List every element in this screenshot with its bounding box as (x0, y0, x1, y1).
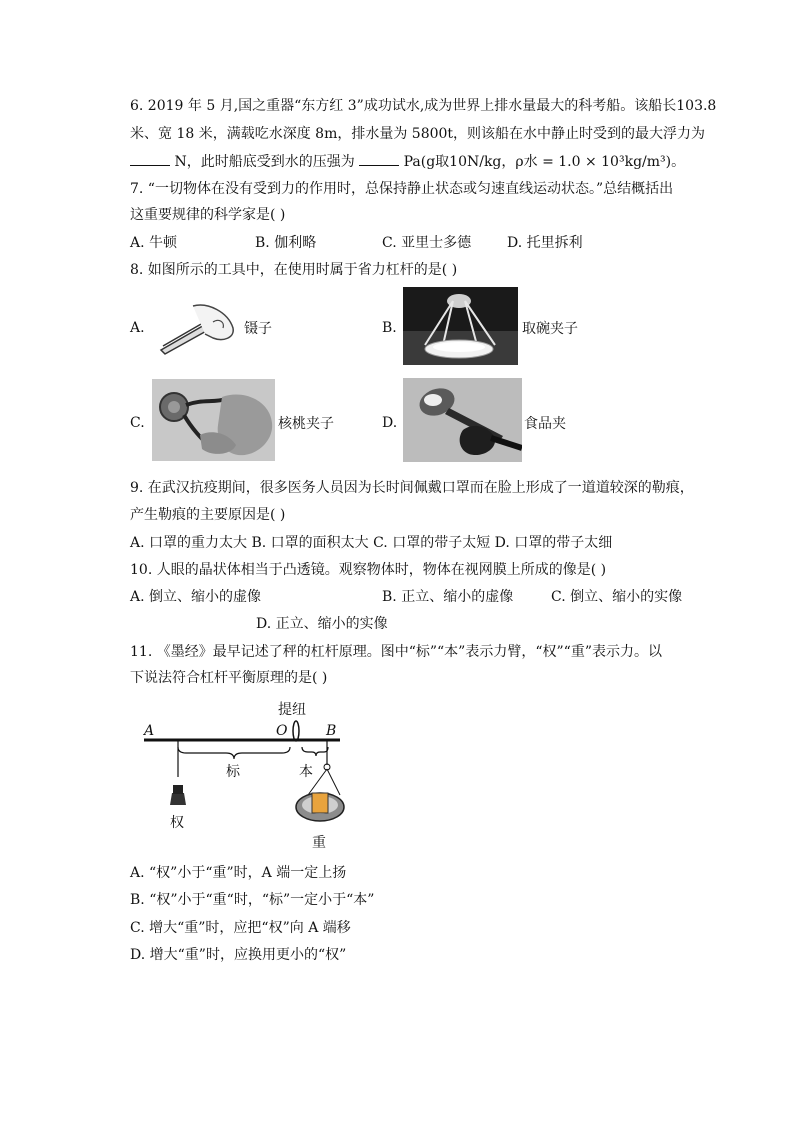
q6-line2: 米、宽 18 米，满载吃水深度 8m，排水量为 5800t，则该船在水中静止时受到的最大浮力为 (130, 126, 706, 142)
food-tongs-image (403, 378, 522, 462)
q7-option-c: C. 亚里士多德 (382, 235, 472, 251)
label-a: A (144, 723, 155, 739)
q10-option-c: C. 倒立、缩小的实像 (551, 589, 683, 605)
q10-option-a: A. 倒立、缩小的虚像 (130, 589, 262, 605)
answer-blank[interactable] (130, 151, 170, 166)
q11-line2: 下说法符合杠杆平衡原理的是( ) (130, 670, 328, 686)
bowl-clip-image (403, 287, 518, 365)
label-quan: 权 (170, 815, 184, 831)
q6-unit-pa: Pa(g取10N/kg，ρ水 = 1.0 × 10³kg/m³)。 (403, 154, 686, 170)
label-zhong: 重 (312, 835, 326, 851)
label-o: O (276, 723, 288, 739)
q7-option-b: B. 伽利略 (255, 235, 317, 251)
q8-option-a-letter: A. (130, 320, 145, 336)
q7-line2: 这重要规律的科学家是( ) (130, 207, 286, 223)
q8-option-c-name: 核桃夹子 (278, 416, 334, 432)
q6-line1: 6. 2019 年 5 月,国之重器“东方红 3”成功试水,成为世界上排水量最大的科考船。该船长103.8 (130, 98, 717, 114)
q8-option-b-letter: B. (382, 320, 397, 336)
q11-line1: 11. 《墨经》最早记述了秤的杠杆原理。图中“标”“本”表示力臂，“权”“重”表示力。以 (130, 644, 662, 660)
label-tiniu: 提纽 (278, 702, 306, 718)
q8-option-d-letter: D. (382, 415, 398, 431)
q8-stem: 8. 如图所示的工具中，在使用时属于省力杠杆的是( ) (130, 262, 458, 278)
q10-stem: 10. 人眼的晶状体相当于凸透镜。观察物体时，物体在视网膜上所成的像是( ) (130, 562, 607, 578)
label-biao: 标 (226, 764, 240, 780)
q8-option-d-name: 食品夹 (524, 416, 566, 432)
q11-option-d: D. 增大“重”时，应换用更小的“权” (130, 947, 347, 963)
q11-option-a: A. “权”小于“重”时，A 端一定上扬 (130, 865, 347, 881)
q9-line2: 产生勒痕的主要原因是( ) (130, 507, 286, 523)
q7-option-d: D. 托里拆利 (507, 235, 583, 251)
q7-option-a: A. 牛顿 (130, 235, 178, 251)
q8-option-c-letter: C. (130, 415, 145, 431)
answer-blank[interactable] (359, 151, 399, 166)
q8-option-a-name: 镊子 (244, 321, 272, 337)
q8-option-b-name: 取碗夹子 (522, 321, 578, 337)
q11-option-c: C. 增大“重”时，应把“权”向 A 端移 (130, 920, 351, 936)
label-ben: 本 (299, 764, 313, 780)
q6-line3 (130, 151, 685, 172)
q9-options: A. 口罩的重力太大 B. 口罩的面积太大 C. 口罩的带子太短 D. 口罩的带子太细 (130, 535, 613, 551)
nutcracker-image (152, 379, 275, 461)
tweezers-image (153, 298, 241, 358)
q9-line1: 9. 在武汉抗疫期间，很多医务人员因为长时间佩戴口罩而在脸上形成了一道道较深的勒痕， (130, 480, 694, 496)
label-b: B (326, 723, 337, 739)
q6-unit-n: N，此时船底受到水的压强为 (174, 154, 355, 170)
q11-option-b: B. “权”小于“重“时，“标”一定小于“本” (130, 892, 375, 908)
q10-option-b: B. 正立、缩小的虚像 (382, 589, 514, 605)
q10-option-d: D. 正立、缩小的实像 (256, 616, 388, 632)
q7-line1: 7. “一切物体在没有受到力的作用时，总保持静止状态或匀速直线运动状态。”总结概括出 (130, 181, 674, 197)
